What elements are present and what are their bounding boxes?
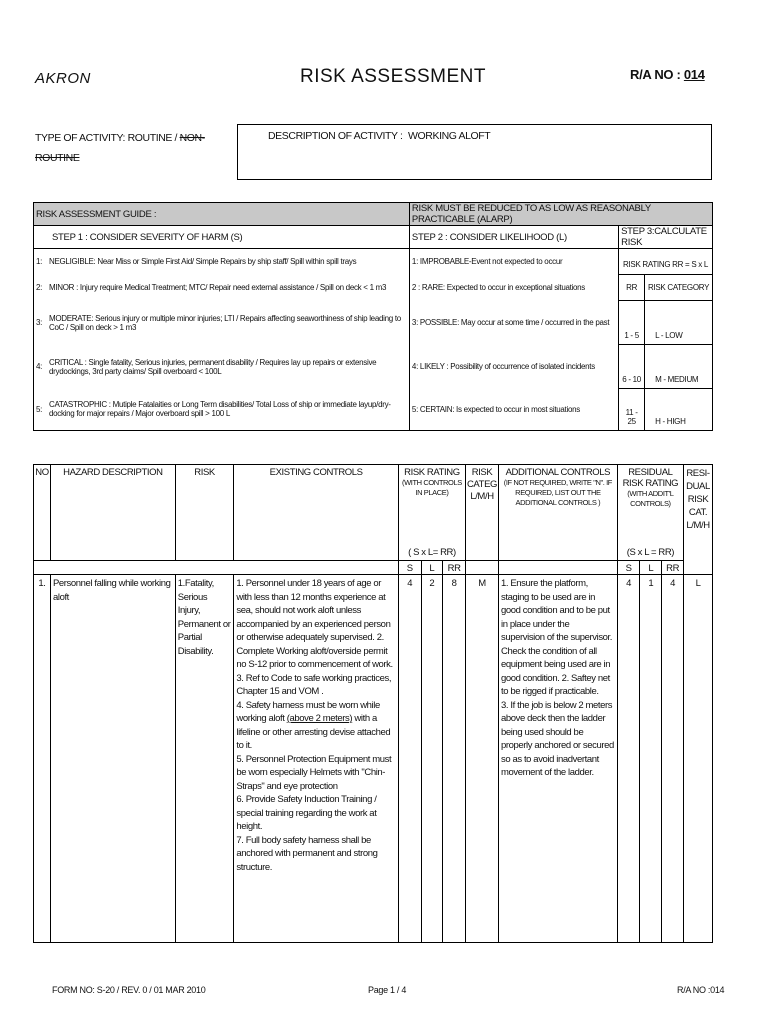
col-risk-rating — [398, 465, 465, 545]
footer-form-number: FORM NO: S-20 / REV. 0 / 01 MAR 2010 — [52, 985, 206, 995]
residual-severity: 4 — [617, 575, 640, 943]
col-residual-category: RESI-DUAL RISK CAT. L/M/H — [684, 465, 713, 575]
step1-heading: STEP 1 : CONSIDER SEVERITY OF HARM (S) — [34, 226, 410, 249]
col-residual-l: L — [640, 561, 662, 575]
col-additional-controls — [499, 465, 618, 561]
category-column-head: RISK CATEGORY — [645, 275, 713, 301]
severity-desc: CRITICAL : Single fatality, Serious injuries, permanent disability / Requires lay up repairs or extensive drydockings, 3rd party claims/ Spill overboard < 100L — [47, 345, 409, 389]
footer-ra-number: R/A NO :014 — [677, 985, 725, 995]
control-item: 1. Personnel under 18 years of age or with less than 12 months experience at sea, should not work aloft unless accompanied by an experienced person or otherwise adequately supervised. 2. Complete Working aloft/overside permit no S-12 prior to commencement of work. — [236, 578, 393, 670]
hazard-table — [33, 464, 713, 943]
risk-rating-value: 8 — [443, 575, 466, 943]
footer-page-number: Page 1 / 4 — [368, 985, 407, 995]
col-no: NO — [34, 465, 51, 561]
likelihood-item: 4: LIKELY : Possibility of occurrence of isolated incidents — [409, 345, 618, 389]
additional-item: 3. If the job is below 2 meters above deck then the ladder being used should be properly anchored or secured so as to avoid inadvertant movement of the ladder. — [501, 699, 614, 778]
additional-controls-note: (IF NOT REQUIRED, WRITE "N". IF REQUIRED, LIST OUT THE ADDITIONAL CONTROLS ) — [503, 478, 612, 507]
company-name: AKRON — [35, 70, 91, 87]
severity-num: 1: — [34, 249, 47, 275]
guide-title: RISK ASSESSMENT GUIDE : — [34, 203, 410, 226]
rr-range: 6 - 10 — [619, 345, 645, 389]
header-spacer — [499, 561, 618, 575]
row-number: 1. — [34, 575, 51, 943]
severity-desc: MINOR : Injury require Medical Treatment; MTC/ Repair need external assistance / Spill on deck < 1 m3 — [47, 275, 409, 301]
severity-num: 5: — [34, 389, 47, 431]
risk-category: L - LOW — [645, 301, 713, 345]
control-text: 4. Safety harness must be worn while working aloft — [236, 699, 380, 724]
severity-desc: MODERATE: Serious injury or multiple minor injuries; LTI / Repairs affecting seaworthiness of ship leading to CoC / Spill on deck > 1 m3 — [47, 301, 409, 345]
likelihood-item: 5: CERTAIN: Is expected to occur in most situations — [409, 389, 618, 431]
col-risk: RISK — [175, 465, 234, 561]
risk-category: H - HIGH — [645, 389, 713, 431]
col-risk-category: RISK CATEG L/M/H — [465, 465, 498, 561]
hazard-description: Personnel falling while working aloft — [50, 575, 175, 943]
control-underlined: (above 2 meters) — [286, 713, 353, 724]
control-item: 3. Ref to Code to safe working practices, Chapter 15 and VOM . — [236, 672, 392, 697]
likelihood-item: 1: IMPROBABLE-Event not expected to occur — [409, 249, 618, 275]
risk-category-value: M — [465, 575, 498, 943]
risk-rating-note: (WITH CONTROLS IN PLACE) — [402, 478, 462, 497]
residual-rating: 4 — [662, 575, 684, 943]
description-label: DESCRIPTION OF ACTIVITY : — [268, 130, 403, 142]
control-text: with a lifeline or other arresting devise attached to it. — [236, 713, 391, 751]
existing-controls — [234, 575, 399, 943]
col-residual-rr: RR — [662, 561, 684, 575]
col-existing-controls: EXISTING CONTROLS — [234, 465, 399, 561]
type-of-activity-label: TYPE OF ACTIVITY: ROUTINE / — [35, 132, 180, 144]
rr-formula: RISK RATING RR = S x L — [619, 249, 713, 275]
rr-range: 11 - 25 — [619, 389, 645, 431]
control-item: 5. Personnel Protection Equipment must be worn especially Helmets with "Chin-Straps" and eye protection — [236, 753, 392, 792]
risk-assessment-guide — [33, 202, 713, 431]
severity-num: 3: — [34, 301, 47, 345]
col-residual-rating — [617, 465, 683, 545]
type-of-activity — [35, 128, 225, 168]
additional-item: 1. Ensure the platform, staging to be used are in good condition and to be put in place under the supervision of the supervisor. Check the condition of all equipment being used are in good condition. 2. Saftey net to be rigged if practicable. — [501, 578, 613, 697]
control-item: 7. Full body safety harness shall be anchored with permanent and strong structure. — [236, 834, 378, 873]
control-item: 6. Provide Safety Induction Training / special training regarding the work at height. — [236, 794, 377, 832]
severity-value: 4 — [398, 575, 421, 943]
residual-category: L — [684, 575, 713, 943]
severity-desc: CATASTROPHIC : Mutiple Fatalaities or Long Term disabilities/ Total Loss of ship or immediate layup/dry-docking for major repairs / Major overboard spill > 100 L — [47, 389, 409, 431]
step3-heading: STEP 3:CALCULATE RISK — [619, 226, 713, 249]
ra-number-label: R/A NO : — [630, 67, 684, 82]
col-l: L — [421, 561, 443, 575]
col-s: S — [398, 561, 421, 575]
residual-rating-note: (WITH ADDIT'L CONTROLS) — [627, 489, 674, 508]
severity-num: 4: — [34, 345, 47, 389]
document-title: RISK ASSESSMENT — [300, 66, 486, 87]
severity-desc: NEGLIGIBLE: Near Miss or Simple First Aid/ Simple Repairs by ship staff/ Spill within spill trays — [47, 249, 409, 275]
additional-controls-title: ADDITIONAL CONTROLS — [505, 467, 611, 478]
risk-rating-title: RISK RATING — [404, 467, 460, 478]
step2-heading: STEP 2 : CONSIDER LIKELIHOOD (L) — [409, 226, 618, 249]
type-of-activity-struck: NON-ROUTINE — [35, 132, 205, 164]
ra-number — [630, 67, 705, 82]
likelihood-item: 3: POSSIBLE: May occur at some time / occurred in the past — [409, 301, 618, 345]
risk-category: M - MEDIUM — [645, 345, 713, 389]
risk-formula: ( S x L= RR) — [398, 545, 465, 561]
control-item — [236, 699, 396, 753]
header-spacer — [34, 561, 399, 575]
rr-column-head: RR — [619, 275, 645, 301]
residual-formula: (S x L = RR) — [617, 545, 683, 561]
description-value: WORKING ALOFT — [408, 130, 491, 142]
risk-description: 1.Fatality, Serious Injury, Permanent or Partial Disability. — [175, 575, 234, 943]
col-residual-s: S — [617, 561, 640, 575]
header-spacer — [465, 561, 498, 575]
alarp-note: RISK MUST BE REDUCED TO AS LOW AS REASONABLY PRACTICABLE (ALARP) — [409, 203, 712, 226]
likelihood-item: 2 : RARE: Expected to occur in exceptional situations — [409, 275, 618, 301]
severity-num: 2: — [34, 275, 47, 301]
residual-likelihood: 1 — [640, 575, 662, 943]
rr-range: 1 - 5 — [619, 301, 645, 345]
additional-controls — [499, 575, 618, 943]
ra-number-value: 014 — [683, 67, 705, 82]
col-rr: RR — [443, 561, 466, 575]
col-hazard: HAZARD DESCRIPTION — [50, 465, 175, 561]
residual-rating-title: RESIDUAL RISK RATING — [622, 467, 679, 489]
likelihood-value: 2 — [421, 575, 443, 943]
